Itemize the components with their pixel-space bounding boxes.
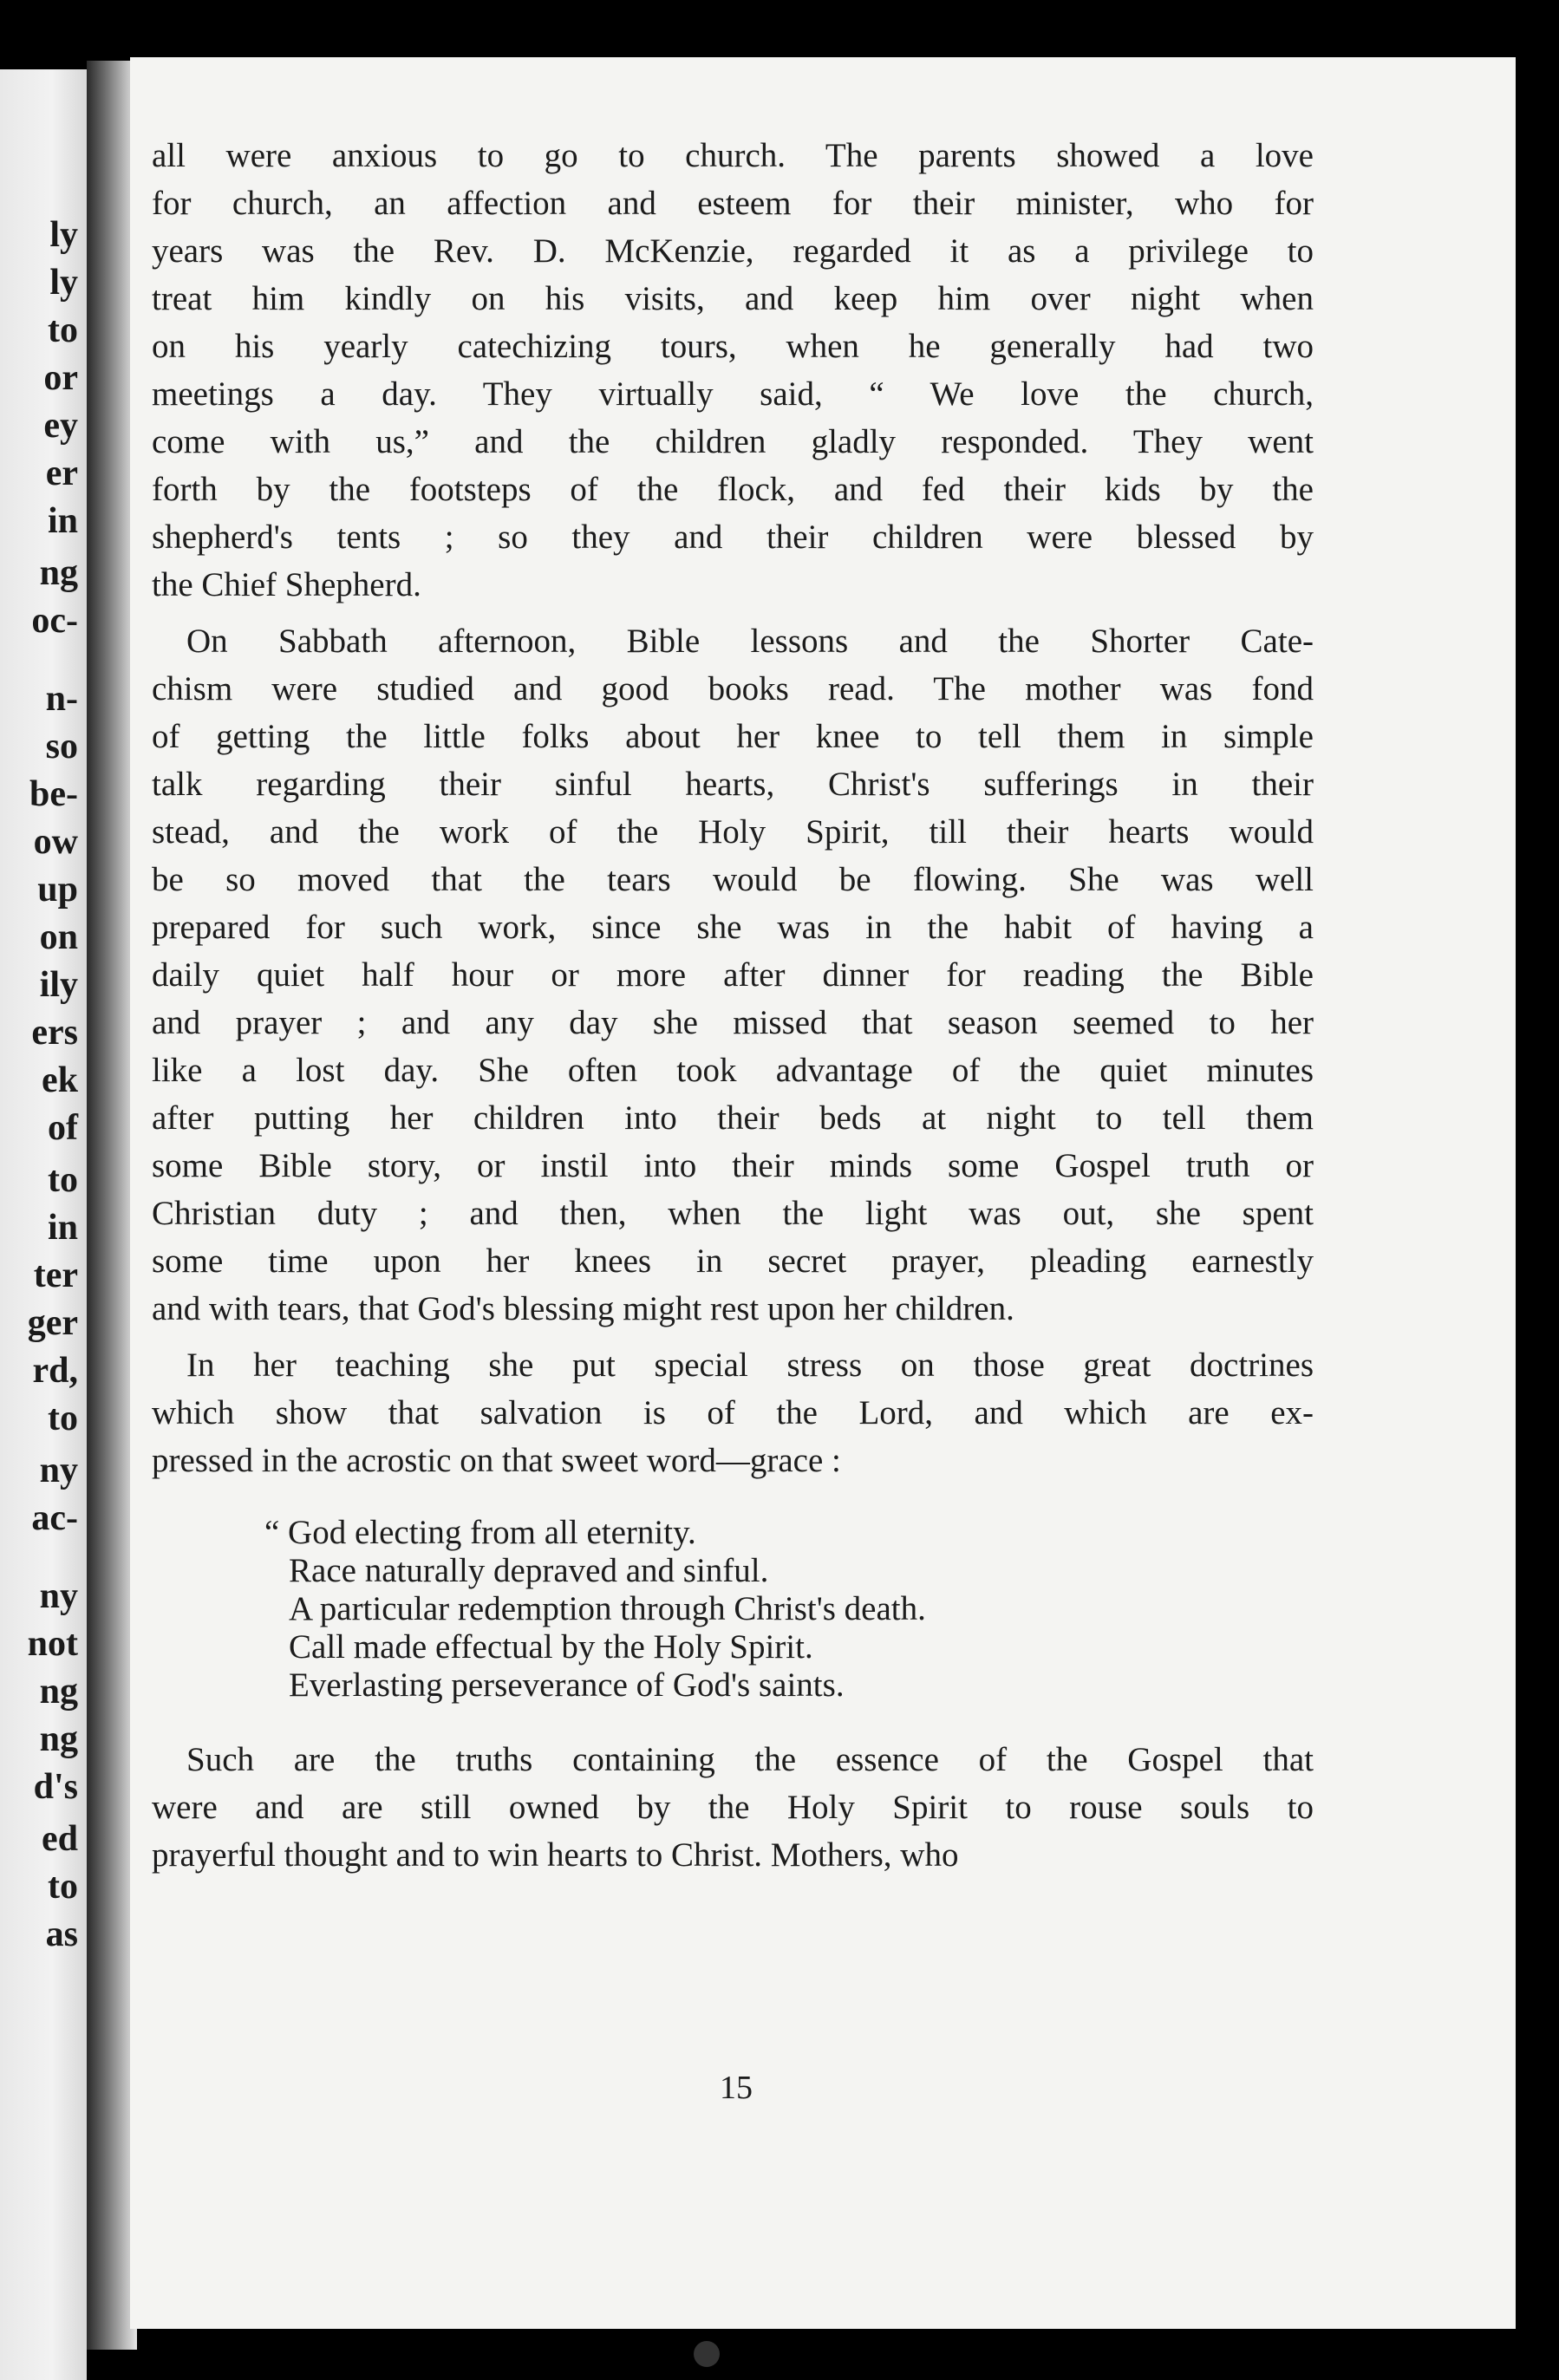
previous-page-fragment: er [45,453,78,493]
text-line: Such are the truths containing the essence of the Gospel that [186,1741,1314,1778]
poem-line: “ God electing from all eternity. [264,1514,696,1551]
text-line: like a lost day. She often took advantage of the quiet minutes [152,1052,1314,1089]
text-line: Christian duty ; and then, when the light was out, she spent [152,1195,1314,1232]
previous-page-fragment: oc- [31,601,78,641]
text-line: which show that salvation is of the Lord, and which are ex- [152,1394,1314,1431]
previous-page-fragment: rd, [32,1351,78,1391]
previous-page-fragment: not [27,1624,78,1664]
previous-page-fragment: n- [45,679,78,719]
previous-page-fragment: ng [39,553,78,593]
text-line: meetings a day. They virtually said, “ We love the church, [152,375,1314,413]
text-line: some Bible story, or instil into their minds some Gospel truth or [152,1147,1314,1184]
text-line: prayerful thought and to win hearts to Christ. Mothers, who [152,1836,959,1874]
text-line: and with tears, that God's blessing might rest upon her children. [152,1290,1014,1327]
text-line: chism were studied and good books read. The mother was fond [152,670,1314,707]
previous-page-fragment: ng [39,1719,78,1759]
text-line: for church, an affection and esteem for their minister, who for [152,185,1314,222]
text-line: were and are still owned by the Holy Spirit to rouse souls to [152,1789,1314,1826]
previous-page-fragment: ng [39,1672,78,1712]
poem-line: Race naturally depraved and sinful. [289,1552,769,1589]
previous-page-fragment: ter [33,1255,78,1295]
text-line: all were anxious to go to church. The parents showed a love [152,137,1314,174]
text-line: years was the Rev. D. McKenzie, regarded it as a privilege to [152,232,1314,270]
previous-page-fragment: to [48,310,78,350]
text-line: the Chief Shepherd. [152,566,421,603]
text-line: In her teaching she put special stress on those great doctrines [186,1346,1314,1384]
text-line: treat him kindly on his visits, and keep him over night when [152,280,1314,317]
previous-page-fragment: in [47,1208,78,1248]
previous-page-fragment: ny [39,1451,78,1490]
previous-page-fragment: to [48,1399,78,1438]
previous-page-fragment: ly [49,263,78,303]
text-line: be so moved that the tears would be flowing. She was well [152,861,1314,898]
previous-page-fragment: ey [43,406,78,446]
previous-page-fragment: ow [33,822,78,862]
previous-page-fragment: d's [33,1767,78,1807]
text-line: on his yearly catechizing tours, when he generally had two [152,328,1314,365]
text-line: pressed in the acrostic on that sweet word—grace : [152,1442,841,1479]
text-line: some time upon her knees in secret prayer, pleading earnestly [152,1242,1314,1280]
text-line: forth by the footsteps of the flock, and fed their kids by the [152,471,1314,508]
previous-page-fragment: as [45,1914,78,1954]
text-line: daily quiet half hour or more after dinner for reading the Bible [152,956,1314,994]
previous-page-fragment: so [45,727,78,766]
poem-line: A particular redemption through Christ's death. [289,1590,926,1627]
poem-line: Call made effectual by the Holy Spirit. [289,1628,813,1666]
text-line: of getting the little folks about her knee to tell them in simple [152,718,1314,755]
text-line: and prayer ; and any day she missed that season seemed to her [152,1004,1314,1041]
scanner-mark [694,2341,720,2367]
book-page [130,57,1517,2329]
previous-page-fragment: ek [42,1060,78,1100]
right-page-border [1516,57,1559,2329]
previous-page-fragment: of [48,1108,78,1148]
previous-page-fragment: to [48,1867,78,1907]
text-line: talk regarding their sinful hearts, Christ's sufferings in their [152,766,1314,803]
previous-page-fragment: or [43,358,78,398]
previous-page-fragment: ed [42,1819,78,1859]
previous-page-fragment: ac- [31,1498,78,1538]
previous-page-fragment: to [48,1160,78,1200]
previous-page-fragment: ers [31,1013,78,1053]
previous-page-fragment: up [37,870,78,910]
text-line: after putting her children into their beds at night to tell them [152,1099,1314,1137]
text-line: On Sabbath afternoon, Bible lessons and the Shorter Cate- [186,623,1314,660]
text-line: shepherd's tents ; so they and their children were blessed by [152,518,1314,556]
previous-page-fragment: ly [49,215,78,255]
previous-page-fragment: ger [27,1303,78,1343]
previous-page-fragment: be- [29,774,78,814]
text-line: prepared for such work, since she was in the habit of having a [152,909,1314,946]
previous-page-fragment: ny [39,1576,78,1616]
poem-line: Everlasting perseverance of God's saints. [289,1666,845,1704]
previous-page-fragment: in [47,501,78,541]
previous-page-edge [0,69,87,2380]
page-number: 15 [720,2070,753,2106]
previous-page-fragment: on [39,917,78,957]
text-line: come with us,” and the children gladly responded. They went [152,423,1314,460]
text-line: stead, and the work of the Holy Spirit, till their hearts would [152,813,1314,851]
previous-page-fragment: ily [39,965,78,1005]
